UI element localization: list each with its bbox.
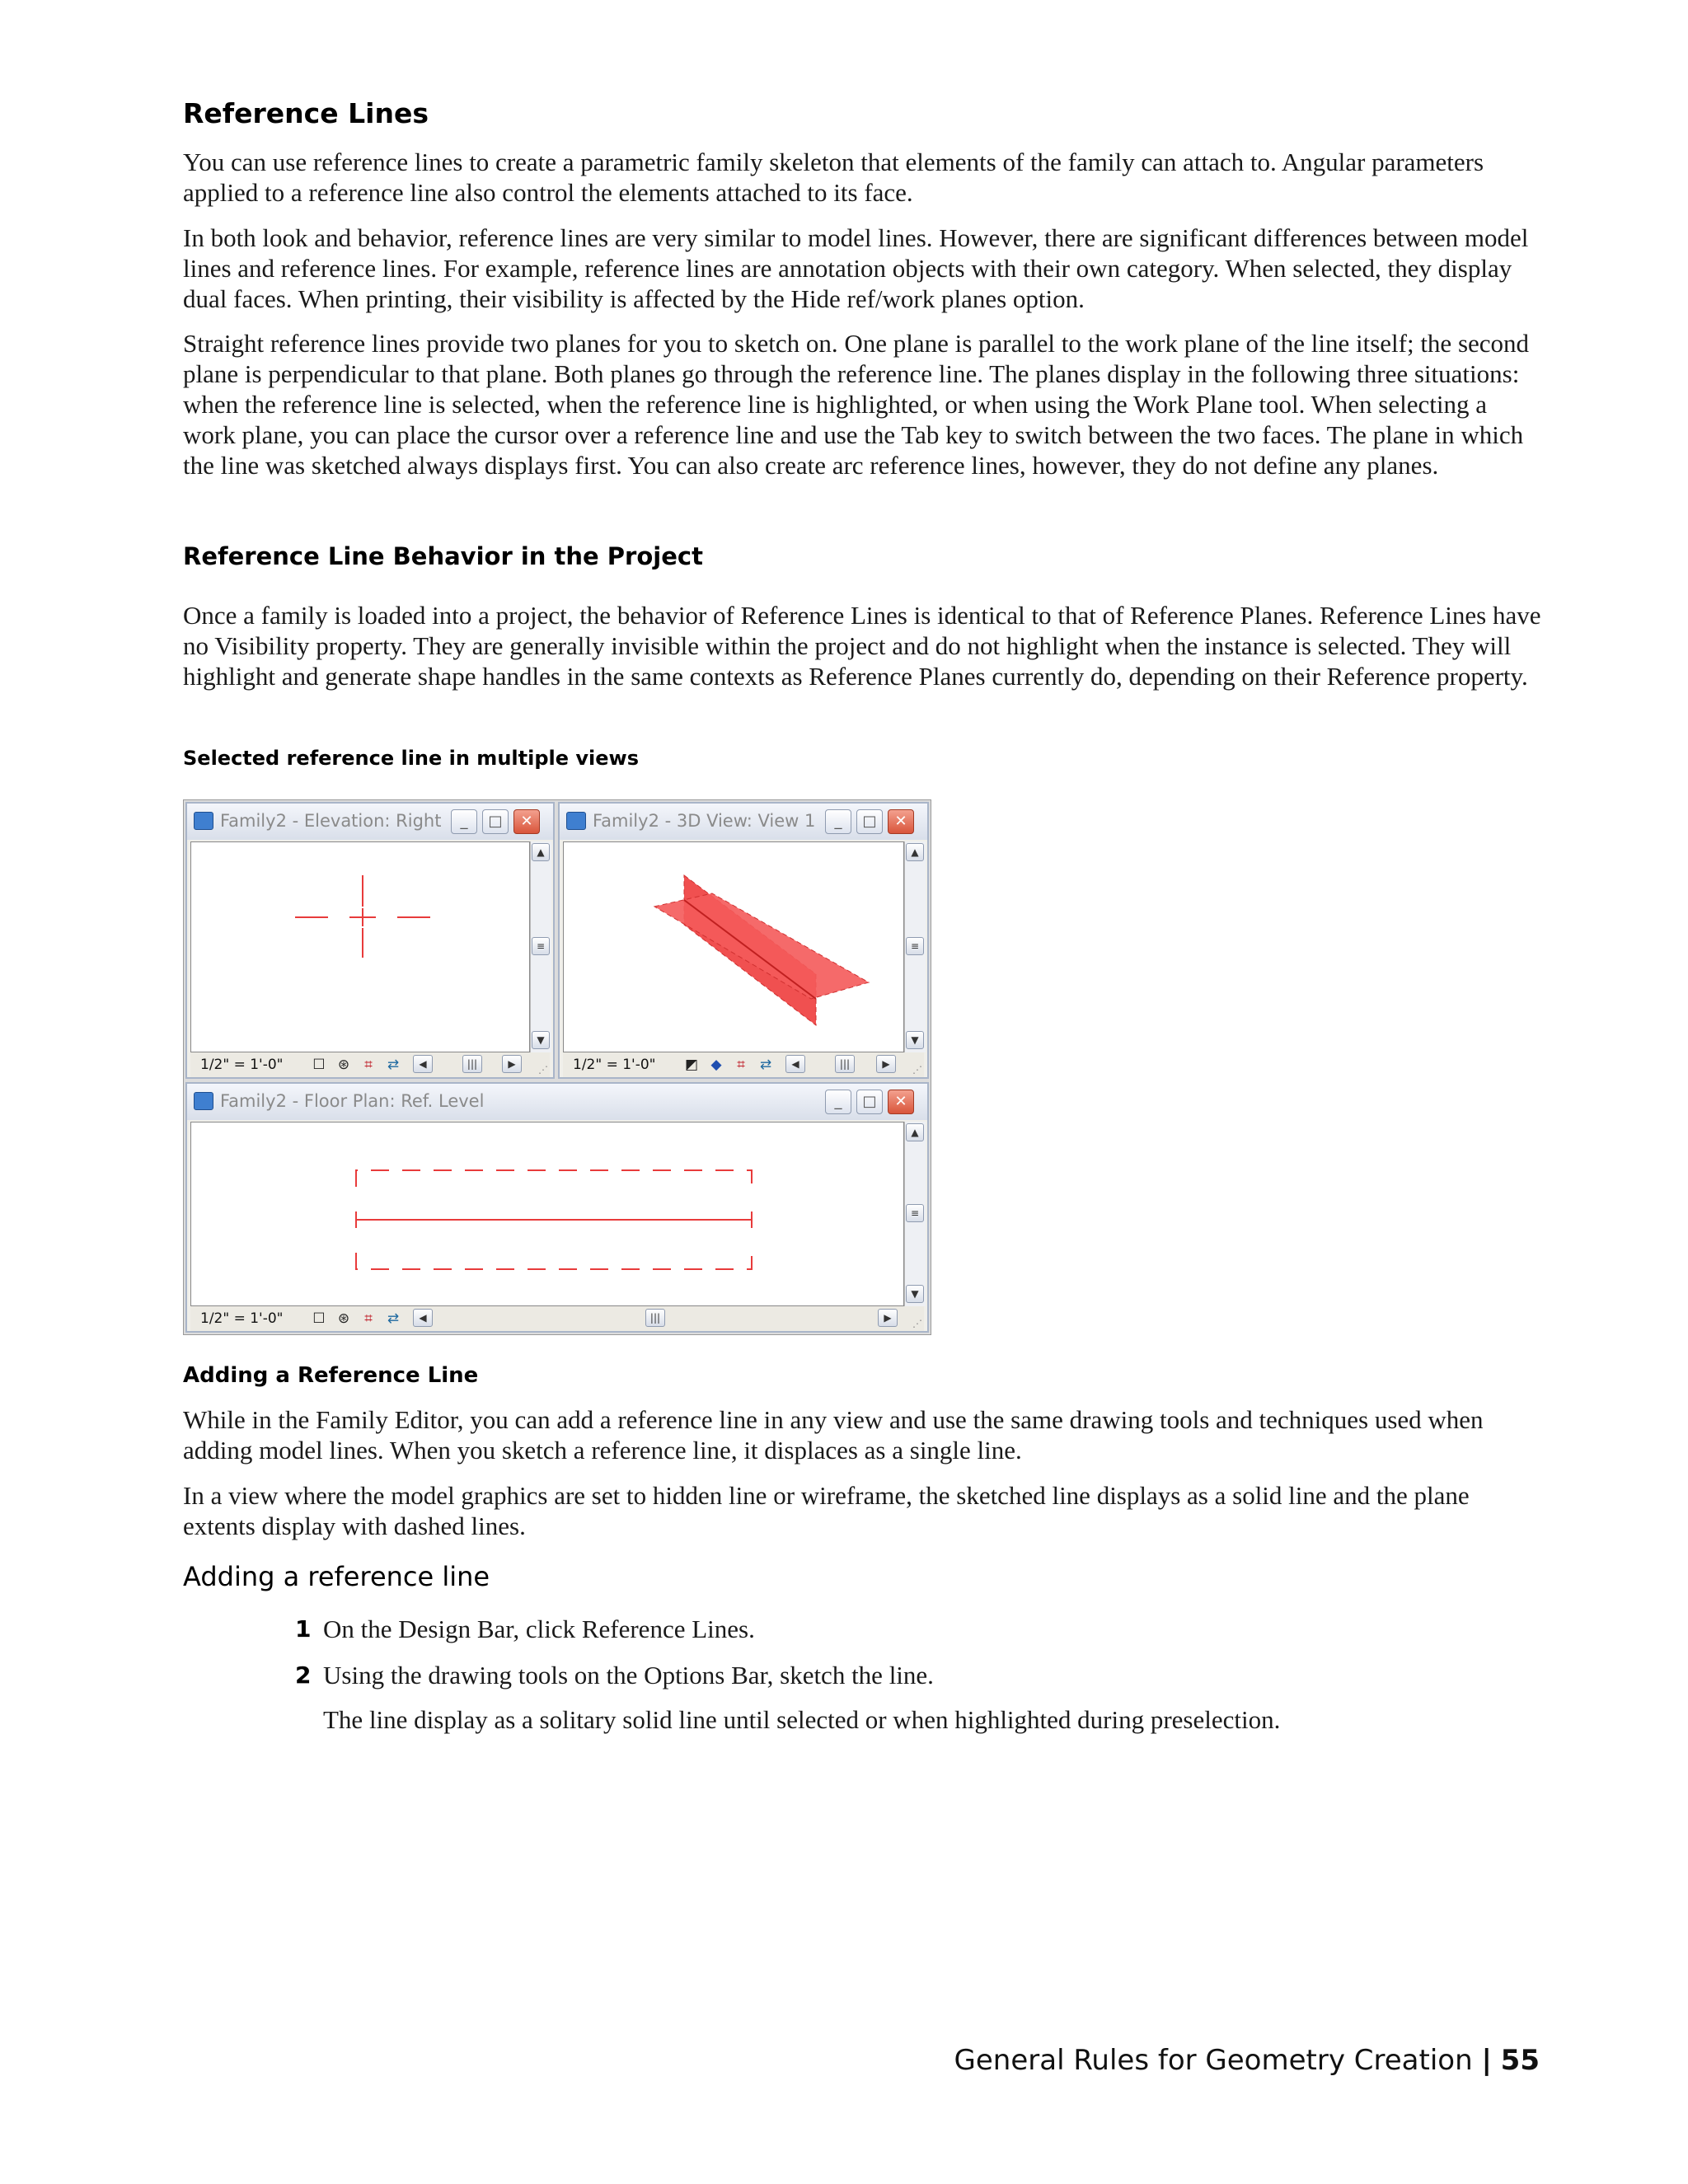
app-icon (194, 1092, 213, 1110)
resize-grip[interactable]: ⋰ (538, 1064, 548, 1076)
scroll-down-button[interactable]: ▼ (532, 1031, 550, 1049)
detail-level-icon[interactable]: ◩ (684, 1057, 699, 1073)
hide-isolate-icon[interactable]: ⇄ (387, 1057, 400, 1073)
adding-paragraph-2: In a view where the model graphics are set to hidden line or wireframe, the sketched line displays as a solid line and the plane extents display with dashed lines. (183, 1481, 1470, 1540)
resize-grip[interactable]: ⋰ (912, 1064, 922, 1076)
footer-separator: | (1481, 2044, 1492, 2077)
detail-level-icon[interactable]: ☐ (312, 1057, 326, 1073)
close-button[interactable]: ✕ (888, 1090, 914, 1114)
model-graphics-icon[interactable]: ⊛ (337, 1057, 350, 1073)
procedure-title: Adding a reference line (183, 1561, 490, 1592)
step-2-number: 2 (295, 1661, 312, 1689)
step-1-text: On the Design Bar, click Reference Lines. (323, 1615, 755, 1643)
hide-isolate-icon[interactable]: ⇄ (387, 1310, 400, 1327)
hscroll-thumb[interactable]: ||| (645, 1309, 665, 1327)
minimize-button[interactable]: _ (825, 1090, 851, 1114)
behavior-title: Reference Line Behavior in the Project (183, 542, 703, 570)
scroll-thumb[interactable]: ≡ (906, 937, 924, 955)
elevation-canvas[interactable] (190, 841, 530, 1052)
3d-canvas[interactable] (563, 841, 904, 1052)
3d-drawing (564, 842, 903, 1052)
scroll-left-button[interactable]: ◀ (413, 1309, 433, 1327)
elevation-statusbar (190, 1052, 550, 1077)
scroll-up-button[interactable]: ▲ (906, 1123, 924, 1141)
crop-icon[interactable]: ⌗ (364, 1310, 373, 1327)
floor-plan-drawing (191, 1122, 903, 1305)
figure-screenshot (183, 799, 931, 1335)
scroll-thumb[interactable]: ≡ (532, 937, 550, 955)
section-title: Reference Lines (183, 97, 429, 129)
scroll-right-button[interactable]: ▶ (502, 1055, 522, 1073)
resize-grip[interactable]: ⋰ (912, 1318, 922, 1329)
3d-view-window (558, 802, 929, 1079)
close-button[interactable]: ✕ (513, 809, 540, 834)
model-graphics-icon[interactable]: ⊛ (337, 1310, 350, 1327)
scroll-left-button[interactable]: ◀ (785, 1055, 805, 1073)
hscroll-thumb[interactable]: ||| (835, 1055, 855, 1073)
scroll-left-button[interactable]: ◀ (413, 1055, 433, 1073)
scroll-right-button[interactable]: ▶ (876, 1055, 896, 1073)
step-1-number: 1 (295, 1615, 312, 1643)
scroll-down-button[interactable]: ▼ (906, 1285, 924, 1303)
maximize-button[interactable]: □ (856, 809, 883, 834)
adding-paragraph-1: While in the Family Editor, you can add a reference line in any view and use the same drawing tools and techniques used when adding model lines. When you sketch a reference line, it displaces as a single line. (183, 1405, 1484, 1465)
minimize-button[interactable]: _ (451, 809, 477, 834)
scroll-right-button[interactable]: ▶ (878, 1309, 898, 1327)
minimize-button[interactable]: _ (825, 809, 851, 834)
view-scale[interactable]: 1/2" = 1'-0" (200, 1057, 284, 1073)
scroll-thumb[interactable]: ≡ (906, 1204, 924, 1222)
plane-extent-top (356, 1170, 752, 1187)
floor-plan-canvas[interactable] (190, 1122, 904, 1306)
floor-plan-titlebar (187, 1084, 927, 1120)
detail-level-icon[interactable]: ☐ (312, 1310, 326, 1327)
paragraph-3: Straight reference lines provide two planes for you to sketch on. One plane is parallel to the work plane of the line itself; the second plane is perpendicular to that plane. Both planes go through the reference line. The planes display in the following three situations: when the reference line is selected, when the reference line is highlighted, or when using the Work Plane tool. When selecting a work plane, you can place the cursor over a reference line and use the Tab key to switch between the two faces. The plane in which the line was sketched always displays first. You can also create arc reference lines, however, they do not define any planes. (183, 329, 1530, 480)
3d-statusbar (563, 1052, 924, 1077)
page-footer (954, 2044, 1540, 2077)
plane-extent-bottom (356, 1253, 752, 1269)
view-scale[interactable]: 1/2" = 1'-0" (573, 1057, 656, 1073)
3d-vscroll[interactable] (904, 841, 926, 1052)
3d-titlebar (560, 804, 927, 840)
behavior-paragraph: Once a family is loaded into a project, the behavior of Reference Lines is identical to that of Reference Planes. Reference Lines have no Visibility property. They are generally invisible within the project and do not highlight when the instance is selected. They will highlight and generate shape handles in the same contexts as Reference Planes currently do, depending on their Reference property. (183, 601, 1541, 691)
maximize-button[interactable]: □ (482, 809, 509, 834)
3d-title: Family2 - 3D View: View 1 (593, 811, 816, 831)
elevation-drawing (191, 842, 529, 1052)
figure-caption: Selected reference line in multiple views (183, 747, 639, 770)
scroll-up-button[interactable]: ▲ (532, 843, 550, 861)
floor-plan-title: Family2 - Floor Plan: Ref. Level (220, 1091, 485, 1111)
elevation-vscroll[interactable] (530, 841, 551, 1052)
paragraph-2: In both look and behavior, reference lines are very similar to model lines. However, there are significant differences between model lines and reference lines. For example, reference lines are annotation objects with their own category. When selected, they display dual faces. When printing, their visibility is affected by the Hide ref/work planes option. (183, 223, 1529, 313)
scroll-up-button[interactable]: ▲ (906, 843, 924, 861)
app-icon (194, 812, 213, 830)
crop-icon[interactable]: ⌗ (364, 1057, 373, 1073)
view-scale[interactable]: 1/2" = 1'-0" (200, 1310, 284, 1327)
hscroll-thumb[interactable]: ||| (462, 1055, 482, 1073)
elevation-titlebar (187, 804, 553, 840)
floor-plan-vscroll[interactable] (904, 1122, 926, 1306)
scroll-down-button[interactable]: ▼ (906, 1031, 924, 1049)
crop-icon[interactable]: ⌗ (737, 1057, 745, 1073)
app-icon (566, 812, 586, 830)
adding-title: Adding a Reference Line (183, 1363, 479, 1388)
step-2-text: Using the drawing tools on the Options Bar, sketch the line. (323, 1661, 934, 1690)
maximize-button[interactable]: □ (856, 1090, 883, 1114)
elevation-title: Family2 - Elevation: Right (220, 811, 442, 831)
close-button[interactable]: ✕ (888, 809, 914, 834)
hide-isolate-icon[interactable]: ⇄ (759, 1057, 772, 1073)
shading-icon[interactable]: ◆ (710, 1057, 722, 1073)
chapter-title: General Rules for Geometry Creation (954, 2044, 1473, 2077)
paragraph-1: You can use reference lines to create a parametric family skeleton that elements of the family can attach to. Angular parameters applied to a reference line also control the elements attached to its face. (183, 148, 1484, 207)
page-number: 55 (1500, 2044, 1540, 2077)
floor-plan-window (185, 1082, 929, 1333)
floor-plan-statusbar (190, 1306, 924, 1331)
step-result: The line display as a solitary solid line until selected or when highlighted during preselection. (323, 1705, 1281, 1734)
elevation-window (185, 802, 555, 1079)
